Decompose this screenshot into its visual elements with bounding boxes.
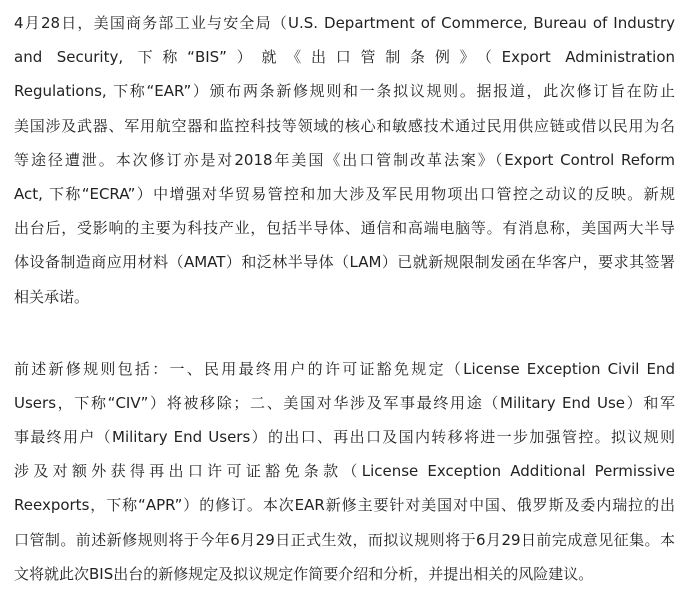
text-line: 相关承诺。 [14,287,90,306]
text-line: 涉及对额外获得再出口许可证豁免条款（License Exception Additional Permissive [14,462,675,481]
text-line: 文将就此次BIS出台的新修规定及拟议规定作简要介绍和分析，并提出相关的风险建议。 [14,564,594,583]
text-line: 美国涉及武器、军用航空器和监控科技等领域的核心和敏感技术通过民用供应链或借以民用为名 [14,116,675,135]
text-line: 前述新修规则包括：一、民用最终用户的许可证豁免规定（License Exception Civil End [14,359,675,378]
text-line: Regulations, 下称“EAR”）颁布两条新修规则和一条拟议规则。据报道，此次修订旨在防止 [14,82,675,101]
text-line: 口管制。前述新修规则将于今年6月29日正式生效，而拟议规则将于6月29日前完成意见征集。本 [14,530,675,549]
text-line: 体设备制造商应用材料（AMAT）和泛林半导体（LAM）已就新规限制发函在华客户，要求其签署 [14,253,675,272]
text-line: and Security, 下称“BIS”）就《出口管制条例》（Export Administration [14,48,675,67]
paragraph-1 [14,12,675,320]
paragraph-gap [14,320,675,358]
document-body [14,12,675,597]
text-line: Reexports，下称“APR”）的修订。本次EAR新修主要针对美国对中国、俄罗斯及委内瑞拉的出 [14,496,675,515]
text-line: 4月28日，美国商务部工业与安全局（U.S. Department of Commerce, Bureau of Industry [14,14,675,32]
text-line: Users，下称“CIV”）将被移除；二、美国对华涉及军事最终用途（Military End Use）和军 [14,393,675,412]
text-line: 出台后，受影响的主要为科技产业，包括半导体、通信和高端电脑等。有消息称，美国两大半导 [14,219,675,238]
paragraph-2 [14,358,675,597]
text-line: 等途径遭泄。本次修订亦是对2018年美国《出口管制改革法案》（Export Control Reform [14,150,675,169]
text-line: Act, 下称“ECRA”）中增强对华贸易管控和加大涉及军民用物项出口管控之动议的反映。新规 [14,184,675,203]
text-line: 事最终用户（Military End Users）的出口、再出口及国内转移将进一步加强管控。拟议规则 [14,428,675,447]
